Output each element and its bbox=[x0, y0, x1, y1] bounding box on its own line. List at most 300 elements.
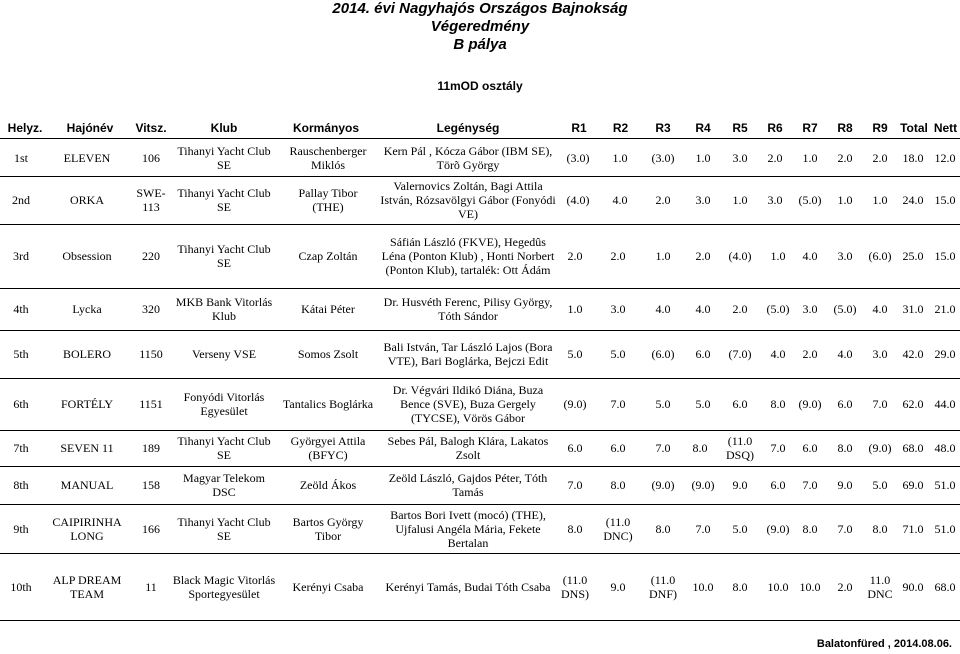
cell-race-r1-text: 5.0 bbox=[567, 347, 583, 361]
cell-sail bbox=[132, 176, 170, 224]
cell-race-r5-text: 3.0 bbox=[732, 151, 748, 165]
cell-boat-text: Lycka bbox=[72, 302, 102, 316]
cell-club bbox=[170, 176, 278, 224]
cell-total bbox=[895, 378, 931, 430]
cell-nett-text: 15.0 bbox=[934, 249, 956, 263]
cell-nett bbox=[929, 553, 960, 620]
cell-nett bbox=[929, 330, 960, 378]
cell-race-r2 bbox=[600, 288, 636, 330]
cell-race-r7 bbox=[792, 140, 828, 176]
cell-race-r2-text: 9.0 bbox=[610, 579, 626, 594]
class-title: 11mOD osztály bbox=[437, 79, 523, 93]
cell-crew-text: Dr. Végvári Ildikó Diána, Buza Bence (SVE), Buza Gergely (TYCSE), Vörös Gábor bbox=[392, 383, 544, 425]
cell-race-r1 bbox=[557, 430, 593, 466]
cell-nett bbox=[929, 430, 960, 466]
cell-sail-text: 320 bbox=[142, 302, 160, 316]
cell-race-r3 bbox=[645, 176, 681, 224]
cell-race-r9-text: 8.0 bbox=[872, 521, 888, 536]
cell-race-r6 bbox=[760, 553, 796, 620]
cell-race-r1 bbox=[560, 140, 596, 176]
cell-race-r5 bbox=[722, 330, 758, 378]
cell-place bbox=[0, 140, 42, 176]
cell-total bbox=[895, 288, 931, 330]
cell-sail bbox=[132, 466, 170, 504]
cell-nett-text: 21.0 bbox=[934, 302, 956, 316]
cell-total bbox=[895, 553, 931, 620]
cell-race-r2-text: 8.0 bbox=[610, 478, 626, 492]
cell-nett bbox=[929, 288, 960, 330]
column-header: Vitsz. bbox=[135, 121, 167, 135]
cell-helm bbox=[282, 224, 374, 288]
cell-race-r6-text: (5.0) bbox=[766, 302, 790, 316]
cell-race-r3-text: 8.0 bbox=[655, 521, 671, 536]
cell-nett-text: 48.0 bbox=[934, 441, 956, 455]
column-header: R7 bbox=[802, 121, 818, 135]
cell-race-r9-text: 4.0 bbox=[872, 302, 888, 316]
cell-helm-text: Zeöld Ákos bbox=[299, 478, 357, 492]
cell-race-r1 bbox=[557, 224, 593, 288]
cell-club-text: Tihanyi Yacht Club SE bbox=[177, 434, 271, 462]
cell-race-r8-text: 2.0 bbox=[837, 151, 853, 165]
cell-helm bbox=[282, 288, 374, 330]
cell-race-r5 bbox=[722, 504, 758, 553]
cell-crew bbox=[378, 504, 558, 553]
cell-race-r4 bbox=[685, 140, 721, 176]
cell-club bbox=[170, 553, 278, 620]
cell-helm-text: Kátai Péter bbox=[301, 302, 355, 316]
cell-race-r9-text: (9.0) bbox=[868, 441, 892, 455]
cell-crew-text: Kerényi Tamás, Budai Tóth Csaba bbox=[385, 579, 551, 594]
cell-race-r5-text: 9.0 bbox=[732, 478, 748, 492]
cell-race-r8 bbox=[827, 504, 863, 553]
cell-nett-text: 68.0 bbox=[934, 579, 956, 594]
cell-sail-text: 189 bbox=[142, 441, 160, 455]
cell-race-r4 bbox=[685, 466, 721, 504]
cell-crew bbox=[378, 466, 558, 504]
cell-race-r8 bbox=[827, 378, 863, 430]
cell-race-r7-text: 2.0 bbox=[802, 347, 818, 361]
cell-nett-text: 15.0 bbox=[934, 193, 956, 207]
cell-race-r1 bbox=[557, 330, 593, 378]
cell-race-r1-text: 8.0 bbox=[567, 521, 583, 536]
cell-place-text: 1st bbox=[13, 151, 28, 165]
cell-place bbox=[0, 466, 42, 504]
cell-race-r1 bbox=[555, 553, 595, 620]
cell-race-r1-text: 2.0 bbox=[567, 249, 583, 263]
cell-total bbox=[895, 466, 931, 504]
cell-helm-text: Rauschenberger Miklós bbox=[289, 144, 367, 172]
cell-race-r5-text: 2.0 bbox=[732, 302, 748, 316]
cell-crew-text: Valernovics Zoltán, Bagi Attila István, Rózsavölgyi Gábor (Fonyódi VE) bbox=[380, 179, 556, 221]
cell-helm bbox=[282, 430, 374, 466]
cell-total-text: 42.0 bbox=[902, 347, 924, 361]
cell-race-r8 bbox=[827, 553, 863, 620]
cell-crew bbox=[378, 176, 558, 224]
cell-nett-text: 51.0 bbox=[934, 521, 956, 536]
cell-club bbox=[170, 466, 278, 504]
cell-club bbox=[170, 330, 278, 378]
cell-race-r8-text: 6.0 bbox=[837, 397, 853, 411]
cell-crew-text: Bali István, Tar László Lajos (Bora VTE), Bari Boglárka, Bejczi Edit bbox=[383, 340, 553, 368]
cell-place bbox=[0, 430, 42, 466]
cell-race-r7 bbox=[792, 330, 828, 378]
cell-race-r6-text: 1.0 bbox=[770, 249, 786, 263]
cell-race-r5 bbox=[722, 553, 758, 620]
cell-race-r9 bbox=[862, 330, 898, 378]
cell-crew-text: Sebes Pál, Balogh Klára, Lakatos Zsolt bbox=[387, 434, 549, 462]
cell-race-r3-text: 7.0 bbox=[655, 441, 671, 455]
cell-race-r7-text: 10.0 bbox=[799, 579, 821, 594]
cell-race-r9 bbox=[862, 224, 898, 288]
cell-sail bbox=[132, 430, 170, 466]
cell-race-r4-text: 10.0 bbox=[692, 579, 714, 594]
cell-race-r4 bbox=[685, 378, 721, 430]
cell-sail bbox=[132, 553, 170, 620]
cell-boat bbox=[42, 504, 132, 553]
cell-race-r9-text: (6.0) bbox=[868, 249, 892, 263]
cell-race-r3 bbox=[645, 288, 681, 330]
cell-boat bbox=[42, 288, 132, 330]
cell-place bbox=[0, 553, 42, 620]
cell-race-r1 bbox=[557, 288, 593, 330]
cell-boat-text: ALP DREAM TEAM bbox=[52, 572, 122, 601]
cell-race-r6-text: 7.0 bbox=[770, 441, 786, 455]
cell-race-r1 bbox=[560, 176, 596, 224]
cell-race-r4-text: 7.0 bbox=[695, 521, 711, 536]
cell-nett bbox=[929, 378, 960, 430]
cell-sail-text: 1151 bbox=[139, 397, 163, 411]
cell-total-text: 62.0 bbox=[902, 397, 924, 411]
cell-place-text: 4th bbox=[13, 302, 29, 316]
cell-race-r2-text: 7.0 bbox=[610, 397, 626, 411]
cell-race-r1-text: 7.0 bbox=[567, 478, 583, 492]
cell-race-r8-text: 1.0 bbox=[837, 193, 853, 207]
cell-boat-text: FORTÉLY bbox=[60, 397, 114, 411]
cell-race-r3 bbox=[645, 378, 681, 430]
cell-crew bbox=[378, 553, 558, 620]
cell-race-r6 bbox=[757, 176, 793, 224]
cell-crew bbox=[378, 140, 558, 176]
cell-race-r4-text: 1.0 bbox=[695, 151, 711, 165]
header-divider bbox=[0, 138, 960, 139]
cell-boat bbox=[42, 176, 132, 224]
cell-nett-text: 44.0 bbox=[934, 397, 956, 411]
cell-race-r9-text: 3.0 bbox=[872, 347, 888, 361]
cell-place bbox=[0, 288, 42, 330]
cell-race-r7-text: 1.0 bbox=[802, 151, 818, 165]
cell-crew bbox=[378, 430, 558, 466]
cell-race-r6 bbox=[757, 140, 793, 176]
cell-total-text: 90.0 bbox=[902, 579, 924, 594]
cell-race-r5 bbox=[720, 430, 760, 466]
column-header: Helyz. bbox=[7, 121, 43, 135]
cell-total bbox=[895, 140, 931, 176]
cell-race-r5-text: (4.0) bbox=[728, 249, 752, 263]
cell-race-r3-text: (6.0) bbox=[651, 347, 675, 361]
cell-race-r5 bbox=[722, 288, 758, 330]
cell-race-r7-text: (5.0) bbox=[798, 193, 822, 207]
cell-race-r5-text: (7.0) bbox=[728, 347, 752, 361]
cell-boat-text: MANUAL bbox=[60, 478, 114, 492]
cell-race-r6-text: (9.0) bbox=[766, 521, 790, 536]
cell-race-r9 bbox=[862, 176, 898, 224]
course-subtitle: B pálya bbox=[453, 36, 507, 53]
cell-race-r3-text: 4.0 bbox=[655, 302, 671, 316]
cell-race-r8-text: (5.0) bbox=[833, 302, 857, 316]
cell-nett-text: 51.0 bbox=[934, 478, 956, 492]
cell-race-r2-text: 6.0 bbox=[610, 441, 626, 455]
cell-race-r4-text: 6.0 bbox=[695, 347, 711, 361]
cell-race-r4-text: 2.0 bbox=[695, 249, 711, 263]
cell-sail-text: 1150 bbox=[139, 347, 163, 361]
cell-boat-text: SEVEN 11 bbox=[60, 441, 114, 455]
cell-race-r6-text: 4.0 bbox=[770, 347, 786, 361]
cell-nett-text: 29.0 bbox=[934, 347, 956, 361]
cell-place bbox=[0, 330, 42, 378]
cell-race-r7 bbox=[792, 224, 828, 288]
column-header: R4 bbox=[695, 121, 711, 135]
cell-race-r3 bbox=[645, 504, 681, 553]
cell-boat bbox=[42, 224, 132, 288]
cell-sail-text: 106 bbox=[142, 151, 160, 165]
cell-helm bbox=[282, 378, 374, 430]
cell-helm-text: Pallay Tibor (THE) bbox=[298, 186, 358, 214]
cell-race-r8 bbox=[827, 430, 863, 466]
cell-race-r2 bbox=[600, 430, 636, 466]
cell-race-r9 bbox=[862, 140, 898, 176]
cell-race-r1-text: 1.0 bbox=[567, 302, 583, 316]
cell-race-r7 bbox=[792, 504, 828, 553]
cell-race-r4 bbox=[685, 224, 721, 288]
cell-place-text: 3rd bbox=[13, 249, 29, 263]
cell-helm bbox=[282, 176, 374, 224]
cell-total-text: 68.0 bbox=[902, 441, 924, 455]
cell-total-text: 24.0 bbox=[902, 193, 924, 207]
cell-place bbox=[0, 176, 42, 224]
cell-nett bbox=[929, 140, 960, 176]
cell-race-r8 bbox=[827, 140, 863, 176]
cell-crew-text: Dr. Husvéth Ferenc, Pilisy György, Tóth Sándor bbox=[383, 295, 553, 323]
cell-boat-text: BOLERO bbox=[63, 347, 111, 361]
cell-boat bbox=[42, 140, 132, 176]
cell-race-r6 bbox=[760, 430, 796, 466]
cell-race-r2-text: 4.0 bbox=[612, 193, 628, 207]
cell-race-r4 bbox=[685, 504, 721, 553]
cell-race-r4-text: 8.0 bbox=[692, 441, 708, 455]
cell-nett bbox=[929, 504, 960, 553]
cell-race-r3 bbox=[645, 140, 681, 176]
cell-club bbox=[170, 378, 278, 430]
cell-race-r7 bbox=[792, 430, 828, 466]
cell-race-r4-text: 3.0 bbox=[695, 193, 711, 207]
cell-sail-text: 220 bbox=[142, 249, 160, 263]
results-subtitle: Végeredmény bbox=[430, 18, 530, 35]
column-header: Hajónév bbox=[66, 121, 114, 135]
cell-nett bbox=[929, 224, 960, 288]
cell-race-r6-text: 6.0 bbox=[770, 478, 786, 492]
cell-race-r7-text: 8.0 bbox=[802, 521, 818, 536]
cell-race-r9 bbox=[860, 553, 900, 620]
cell-club-text: Tihanyi Yacht Club SE bbox=[177, 242, 271, 270]
cell-sail-text: 158 bbox=[142, 478, 160, 492]
cell-race-r6 bbox=[760, 224, 796, 288]
cell-race-r5 bbox=[722, 176, 758, 224]
cell-place-text: 9th bbox=[13, 521, 29, 536]
column-header: R3 bbox=[655, 121, 671, 135]
cell-race-r9-text: 1.0 bbox=[872, 193, 888, 207]
cell-race-r1-text: (9.0) bbox=[563, 397, 587, 411]
cell-total bbox=[895, 176, 931, 224]
cell-boat bbox=[42, 466, 132, 504]
cell-race-r7-text: 4.0 bbox=[802, 249, 818, 263]
cell-race-r1 bbox=[557, 466, 593, 504]
cell-nett bbox=[929, 466, 960, 504]
cell-nett bbox=[929, 176, 960, 224]
cell-helm bbox=[282, 330, 374, 378]
cell-race-r3 bbox=[645, 466, 681, 504]
cell-crew-text: Sáfián László (FKVE), Hegedûs Léna (Ponton Klub) , Honti Norbert (Ponton Klub), tartalék: Ott Ádám bbox=[381, 235, 555, 277]
cell-race-r8-text: 4.0 bbox=[837, 347, 853, 361]
cell-boat bbox=[42, 378, 132, 430]
cell-race-r7-text: 7.0 bbox=[802, 478, 818, 492]
cell-race-r7 bbox=[792, 466, 828, 504]
cell-race-r2-text: (11.0 DNC) bbox=[603, 514, 633, 543]
cell-race-r9-text: 5.0 bbox=[872, 478, 888, 492]
cell-race-r6 bbox=[760, 288, 796, 330]
cell-race-r9-text: 11.0 DNC bbox=[867, 572, 893, 601]
cell-race-r3-text: 5.0 bbox=[655, 397, 671, 411]
cell-sail bbox=[132, 288, 170, 330]
cell-race-r4-text: 4.0 bbox=[695, 302, 711, 316]
cell-total bbox=[895, 504, 931, 553]
cell-total-text: 71.0 bbox=[902, 521, 924, 536]
cell-sail-text: SWE-113 bbox=[136, 186, 166, 214]
cell-race-r8-text: 8.0 bbox=[837, 441, 853, 455]
cell-race-r2 bbox=[600, 553, 636, 620]
cell-boat-text: ELEVEN bbox=[63, 151, 111, 165]
cell-helm bbox=[282, 504, 374, 553]
cell-race-r5-text: 8.0 bbox=[732, 579, 748, 594]
cell-race-r6-text: 10.0 bbox=[767, 579, 789, 594]
cell-boat-text: CAIPIRINHA LONG bbox=[52, 514, 122, 543]
cell-sail-text: 166 bbox=[142, 521, 160, 536]
cell-crew bbox=[378, 378, 558, 430]
cell-race-r2-text: 3.0 bbox=[610, 302, 626, 316]
column-header: Kormányos bbox=[292, 121, 360, 135]
cell-race-r5 bbox=[722, 224, 758, 288]
cell-race-r7 bbox=[792, 176, 828, 224]
cell-club bbox=[170, 504, 278, 553]
cell-race-r4 bbox=[682, 430, 718, 466]
cell-race-r1 bbox=[557, 378, 593, 430]
cell-race-r4 bbox=[685, 553, 721, 620]
cell-place-text: 2nd bbox=[12, 193, 30, 207]
cell-race-r8 bbox=[827, 288, 863, 330]
cell-club-text: Black Magic Vitorlás Sportegyesület bbox=[172, 572, 276, 601]
column-header: Nett bbox=[933, 121, 958, 135]
cell-race-r2 bbox=[602, 140, 638, 176]
cell-race-r1-text: (11.0 DNS) bbox=[560, 572, 589, 601]
cell-race-r3 bbox=[645, 224, 681, 288]
cell-place bbox=[0, 378, 42, 430]
cell-race-r4 bbox=[685, 176, 721, 224]
cell-place-text: 7th bbox=[13, 441, 29, 455]
document-header bbox=[0, 0, 960, 54]
cell-race-r3-text: 1.0 bbox=[655, 249, 671, 263]
cell-race-r2-text: 1.0 bbox=[612, 151, 628, 165]
cell-place-text: 10th bbox=[10, 579, 32, 594]
cell-race-r5 bbox=[722, 140, 758, 176]
cell-race-r1-text: (4.0) bbox=[566, 193, 590, 207]
cell-race-r6 bbox=[760, 504, 796, 553]
cell-club bbox=[170, 140, 278, 176]
cell-total-text: 69.0 bbox=[902, 478, 924, 492]
cell-race-r2 bbox=[600, 466, 636, 504]
cell-sail bbox=[132, 140, 170, 176]
cell-total bbox=[895, 224, 931, 288]
cell-boat bbox=[42, 430, 132, 466]
cell-helm-text: Bartos György Tibor bbox=[292, 514, 364, 543]
cell-race-r3 bbox=[643, 553, 683, 620]
cell-race-r4-text: (9.0) bbox=[691, 478, 715, 492]
cell-race-r8-text: 3.0 bbox=[837, 249, 853, 263]
cell-race-r7-text: 6.0 bbox=[802, 441, 818, 455]
cell-helm-text: Czap Zoltán bbox=[298, 249, 358, 263]
cell-race-r8 bbox=[827, 224, 863, 288]
cell-race-r3-text: (11.0 DNF) bbox=[648, 572, 677, 601]
cell-race-r2 bbox=[602, 176, 638, 224]
cell-helm-text: Györgyei Attila (BFYC) bbox=[290, 434, 366, 462]
column-header: R2 bbox=[612, 121, 629, 135]
cell-helm-text: Tantalics Boglárka bbox=[282, 397, 374, 411]
cell-place bbox=[0, 224, 42, 288]
cell-sail-text: 11 bbox=[145, 579, 157, 594]
cell-race-r9 bbox=[862, 378, 898, 430]
cell-club-text: Fonyódi Vitorlás Egyesület bbox=[183, 390, 265, 418]
championship-title: 2014. évi Nagyhajós Országos Bajnokság bbox=[332, 0, 628, 17]
cell-race-r9 bbox=[862, 466, 898, 504]
cell-crew-text: Kern Pál , Kócza Gábor (IBM SE), Törõ György bbox=[383, 144, 553, 172]
cell-race-r3-text: 2.0 bbox=[655, 193, 671, 207]
cell-club-text: Tihanyi Yacht Club SE bbox=[177, 186, 271, 214]
cell-race-r7 bbox=[792, 553, 828, 620]
cell-race-r6 bbox=[760, 466, 796, 504]
cell-total-text: 18.0 bbox=[902, 151, 924, 165]
cell-place bbox=[0, 504, 42, 553]
cell-sail bbox=[132, 330, 170, 378]
cell-race-r6-text: 8.0 bbox=[770, 397, 786, 411]
cell-race-r6-text: 3.0 bbox=[767, 193, 783, 207]
cell-race-r5 bbox=[722, 378, 758, 430]
cell-race-r8 bbox=[827, 330, 863, 378]
cell-crew bbox=[378, 224, 558, 288]
cell-race-r5-text: 6.0 bbox=[732, 397, 748, 411]
cell-sail bbox=[132, 378, 170, 430]
cell-crew-text: Bartos Bori Ivett (mocó) (THE), Ujfalusi Angéla Mária, Fekete Bertalan bbox=[390, 507, 546, 550]
cell-race-r7-text: (9.0) bbox=[798, 397, 822, 411]
column-header: R6 bbox=[767, 121, 783, 135]
footer-place-date: Balatonfüred , 2014.08.06. bbox=[816, 638, 952, 650]
cell-club-text: Magyar Telekom DSC bbox=[183, 471, 265, 499]
cell-race-r8 bbox=[827, 176, 863, 224]
cell-total bbox=[895, 330, 931, 378]
cell-race-r2 bbox=[600, 378, 636, 430]
cell-race-r9 bbox=[862, 430, 898, 466]
cell-race-r9 bbox=[862, 504, 898, 553]
cell-race-r1-text: (3.0) bbox=[566, 151, 590, 165]
cell-helm bbox=[282, 553, 374, 620]
cell-race-r9-text: 2.0 bbox=[872, 151, 888, 165]
